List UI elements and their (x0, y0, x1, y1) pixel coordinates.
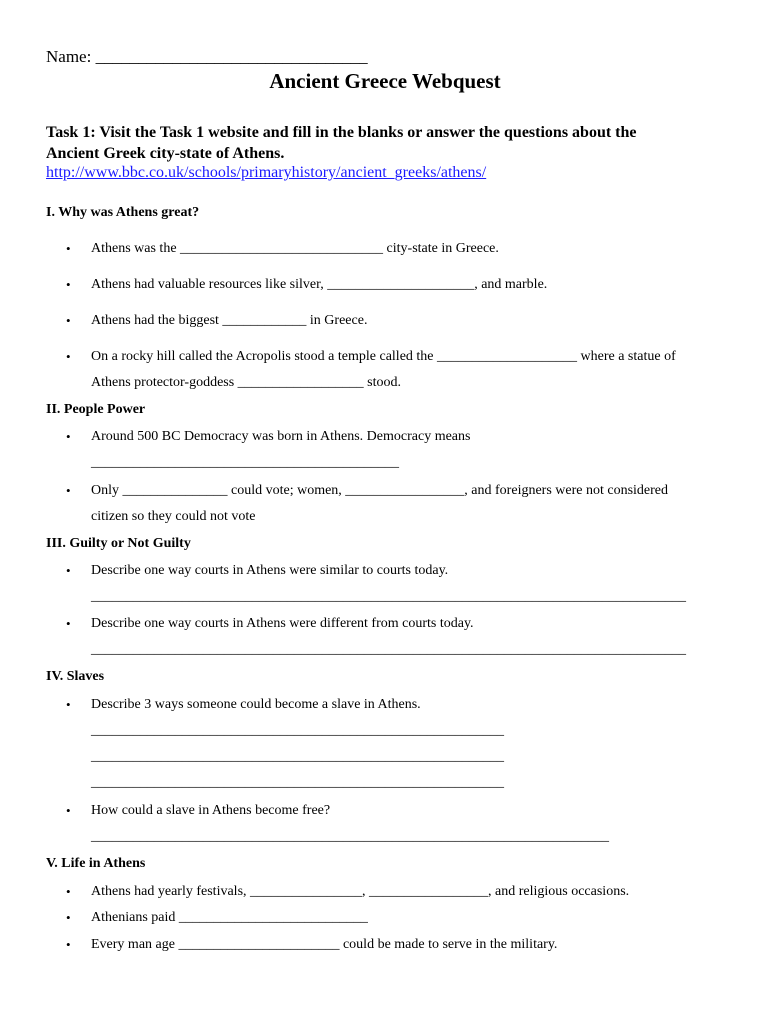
list-item: On a rocky hill called the Acropolis stood a temple called the ____________________ where a statue of (91, 349, 676, 364)
list-item: Athens had the biggest ____________ in Greece. (91, 313, 368, 328)
section-heading-2: II. People Power (46, 402, 146, 417)
task1-line-1: Task 1: Visit the Task 1 website and fill in the blanks or answer the questions about the (46, 124, 637, 141)
bullet-icon: • (66, 429, 71, 444)
name-line: Name: ________________________________ (46, 47, 368, 66)
list-item: Describe one way courts in Athens were different from courts today. (91, 616, 474, 631)
section-heading-4: IV. Slaves (46, 669, 105, 684)
answer-blank: ____________________________________________ (91, 455, 399, 470)
list-item: Athenians paid ___________________________ (91, 910, 368, 925)
bullet-icon: • (66, 616, 71, 631)
list-item-continuation: Athens protector-goddess __________________ stood. (91, 375, 402, 390)
list-item: Every man age _______________________ could be made to serve in the military. (91, 937, 558, 952)
task1-line-2: Ancient Greek city-state of Athens. (46, 145, 285, 162)
bullet-icon: • (66, 349, 71, 364)
bullet-icon: • (66, 277, 71, 292)
bullet-icon: • (66, 563, 71, 578)
answer-blank: ___________________________________________________________ (91, 749, 504, 764)
list-item-continuation: citizen so they could not vote (91, 509, 256, 524)
answer-blank: ___________________________________________________________ (91, 775, 504, 790)
bullet-icon: • (66, 483, 71, 498)
list-item: Only _______________ could vote; women, _________________, and foreigners were not considered (91, 483, 669, 498)
answer-blank: _____________________________________________________________________________________ (91, 642, 686, 657)
list-item: Athens was the _____________________________ city-state in Greece. (91, 241, 499, 256)
list-item: Describe one way courts in Athens were similar to courts today. (91, 563, 449, 578)
task1-instructions (46, 122, 637, 164)
page-title: Ancient Greece Webquest (269, 69, 501, 93)
bullet-icon: • (66, 803, 71, 818)
bullet-icon: • (66, 697, 71, 712)
bullet-icon: • (66, 910, 71, 925)
bullet-icon: • (66, 241, 71, 256)
section-heading-3: III. Guilty or Not Guilty (46, 536, 191, 551)
list-item: Athens had yearly festivals, ________________, _________________, and religious occasions. (91, 884, 630, 899)
list-item: Athens had valuable resources like silver, _____________________, and marble. (91, 277, 548, 292)
list-item: Around 500 BC Democracy was born in Athens. Democracy means (91, 429, 471, 444)
list-item: Describe 3 ways someone could become a slave in Athens. (91, 697, 421, 712)
bullet-icon: • (66, 937, 71, 952)
section-heading-5: V. Life in Athens (46, 856, 146, 871)
section-heading-1: I. Why was Athens great? (46, 205, 200, 220)
bullet-icon: • (66, 884, 71, 899)
answer-blank: ___________________________________________________________ (91, 723, 504, 738)
task1-link[interactable]: http://www.bbc.co.uk/schools/primaryhistory/ancient_greeks/athens/ (46, 164, 487, 181)
list-item: How could a slave in Athens become free? (91, 803, 331, 818)
bullet-icon: • (66, 313, 71, 328)
answer-blank: __________________________________________________________________________ (91, 829, 609, 844)
answer-blank: _____________________________________________________________________________________ (91, 589, 686, 604)
